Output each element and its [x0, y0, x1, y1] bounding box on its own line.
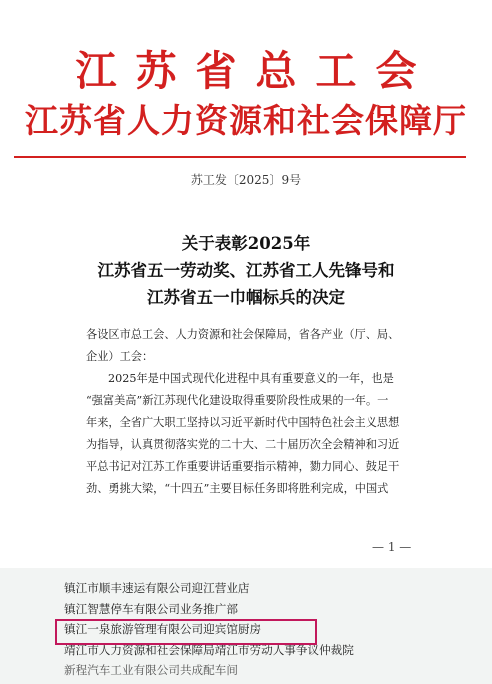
highlight-box [55, 619, 317, 645]
list-item: 镇江一泉旅游管理有限公司迎宾馆厨房 [64, 622, 262, 636]
doc-body [86, 324, 426, 500]
body-line: 2025年是中国式现代化进程中具有重要意义的一年，也是 [108, 372, 394, 385]
body-line: 平总书记对江苏工作重要讲话重要指示精神，勠力同心、鼓足干 [86, 460, 400, 473]
body-line: “强富美高”新江苏现代化建设取得重要阶段性成果的一年。一 [86, 394, 389, 407]
doc-title-line1: 关于表彰2025年 [181, 234, 311, 253]
list-item: 镇江市顺丰速运有限公司迎江营业店 [64, 581, 250, 595]
doc-number: 苏工发〔2025〕9号 [190, 173, 302, 187]
body-line: 劲、勇挑大梁，“十四五”主要目标任务即将胜利完成，中国式 [86, 482, 389, 495]
body-line: 各设区市总工会、人力资源和社会保障局，省各产业（厅、局、 [86, 328, 400, 341]
header-federation: 江苏省总工会 [75, 47, 436, 95]
doc-title-line3: 江苏省五一巾帼标兵的决定 [147, 288, 345, 307]
list-item: 靖江市人力资源和社会保障局靖江市劳动人事争议仲裁院 [64, 642, 354, 657]
page-number: — 1 — [372, 540, 412, 554]
header-department: 江苏省人力资源和社会保障厅 [25, 101, 467, 140]
list-item: 镇江智慧停车有限公司业务推广部 [64, 601, 238, 616]
red-divider [14, 156, 466, 158]
body-line: 年来，全省广大职工坚持以习近平新时代中国特色社会主义思想 [86, 416, 400, 429]
list-item: 新程汽车工业有限公司共成配车间 [64, 663, 238, 677]
doc-title-line2: 江苏省五一劳动奖、江苏省工人先锋号和 [97, 261, 395, 280]
body-line: 企业）工会： [86, 350, 154, 363]
body-line: 为指导，认真贯彻落实党的二十大、二十届历次全会精神和习近 [86, 438, 400, 451]
